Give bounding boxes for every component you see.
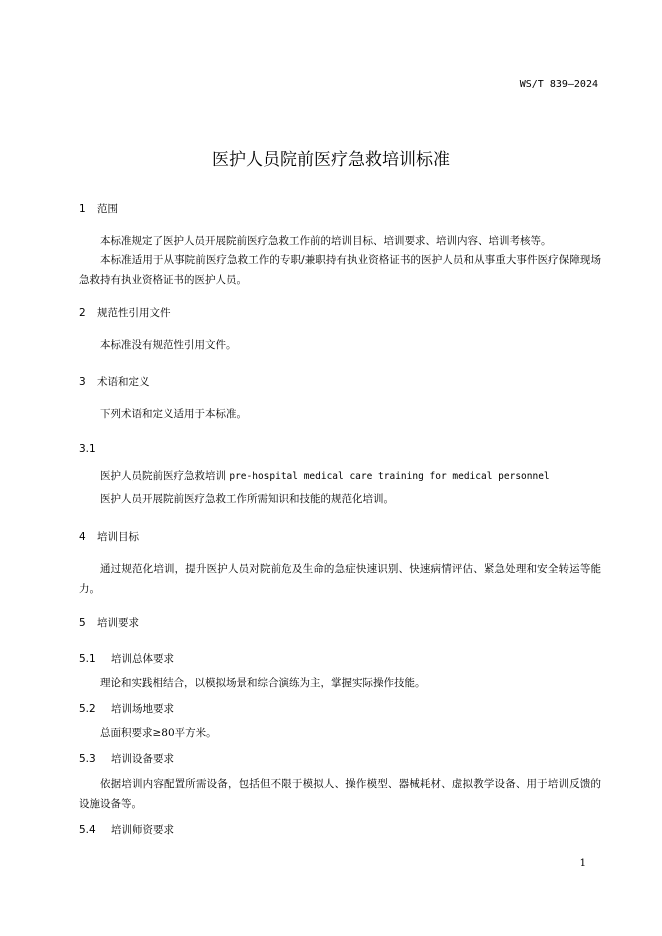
section-title: 培训总体要求 bbox=[111, 653, 174, 665]
section-title: 培训设备要求 bbox=[111, 753, 174, 765]
section-1-paragraph-2: 本标准适用于从事院前医疗急救工作的专职/兼职持有执业资格证书的医护人员和从事重大事件医疗保障现场急救持有执业资格证书的医护人员。 bbox=[79, 254, 601, 286]
section-2-heading bbox=[79, 305, 171, 320]
section-title: 培训师资要求 bbox=[111, 824, 174, 836]
section-2-paragraph-1: 本标准没有规范性引用文件。 bbox=[100, 339, 237, 351]
section-3-heading bbox=[79, 374, 150, 389]
term-3-1-number: 3.1 bbox=[79, 443, 96, 455]
section-number: 5.3 bbox=[79, 753, 96, 765]
section-5-3-heading bbox=[79, 751, 174, 766]
section-number: 5.2 bbox=[79, 703, 96, 715]
section-number: 5.1 bbox=[79, 653, 96, 665]
section-title: 培训场地要求 bbox=[111, 703, 174, 715]
section-1-heading bbox=[79, 201, 118, 216]
section-3-paragraph-1: 下列术语和定义适用于本标准。 bbox=[100, 408, 247, 420]
section-1-paragraph-1: 本标准规定了医护人员开展院前医疗急救工作前的培训目标、培训要求、培训内容、培训考核等。 bbox=[100, 235, 552, 247]
page-number: 1 bbox=[579, 858, 586, 869]
section-5-3-paragraph: 依据培训内容配置所需设备，包括但不限于模拟人、操作模型、器械耗材、虚拟教学设备、用于培训反馈的设施设备等。 bbox=[79, 778, 601, 810]
section-title: 范围 bbox=[97, 203, 118, 215]
section-4-heading bbox=[79, 529, 139, 544]
section-5-2-heading bbox=[79, 701, 174, 716]
section-number: 4 bbox=[79, 531, 86, 543]
term-english: pre-hospital medical care training for medical personnel bbox=[229, 471, 550, 482]
section-number: 5.4 bbox=[79, 824, 96, 836]
section-number: 2 bbox=[79, 307, 86, 319]
section-5-1-paragraph: 理论和实践相结合，以模拟场景和综合演练为主，掌握实际操作技能。 bbox=[100, 677, 426, 689]
section-title: 培训要求 bbox=[97, 617, 139, 629]
section-title: 培训目标 bbox=[97, 531, 139, 543]
section-5-4-heading bbox=[79, 822, 174, 837]
term-3-1-definition: 医护人员开展院前医疗急救工作所需知识和技能的规范化培训。 bbox=[100, 493, 394, 505]
section-4-paragraph-1: 通过规范化培训，提升医护人员对院前危及生命的急症快速识别、快速病情评估、紧急处理和安全转运等能力。 bbox=[79, 563, 601, 595]
document-title: 医护人员院前医疗急救培训标准 bbox=[212, 150, 450, 170]
section-title: 术语和定义 bbox=[97, 376, 150, 388]
section-5-heading bbox=[79, 615, 139, 630]
standard-code: WS/T 839—2024 bbox=[519, 79, 598, 90]
term-chinese: 医护人员院前医疗急救培训 bbox=[100, 470, 226, 482]
section-title: 规范性引用文件 bbox=[97, 307, 171, 319]
section-number: 3 bbox=[79, 376, 86, 388]
section-number: 5 bbox=[79, 617, 86, 629]
section-number: 1 bbox=[79, 203, 86, 215]
section-5-2-paragraph: 总面积要求≥80平方米。 bbox=[100, 727, 217, 739]
term-3-1 bbox=[100, 468, 550, 483]
section-5-1-heading bbox=[79, 651, 174, 666]
